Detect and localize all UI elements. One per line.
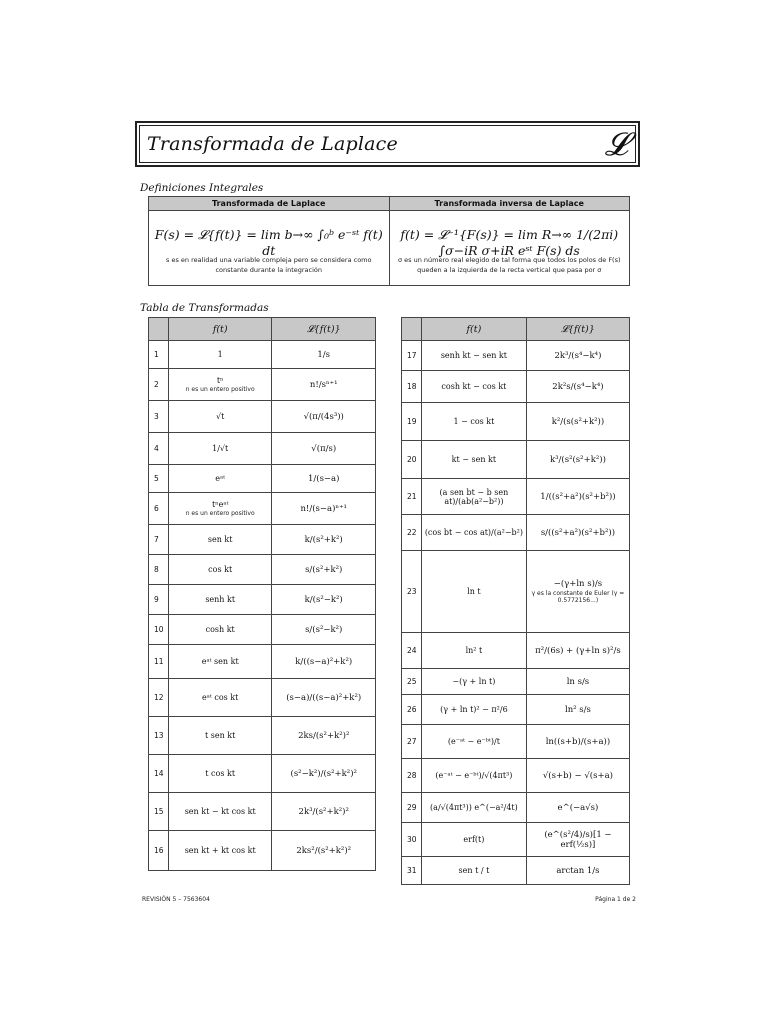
- time-function: ln² t: [465, 646, 483, 655]
- row-number: 10: [149, 615, 169, 645]
- inverse-heading: Transformada inversa de Laplace: [389, 197, 630, 211]
- laplace-transform-cell: [272, 793, 376, 831]
- laplace-transform-cell: [272, 369, 376, 401]
- time-function-cell: [168, 615, 272, 645]
- transform-row: [402, 371, 630, 403]
- time-function: sen kt + kt cos kt: [184, 846, 256, 855]
- transform-table-left: [148, 317, 376, 871]
- transform-row: [402, 793, 630, 823]
- transform-row: [402, 857, 630, 885]
- row-number: 1: [149, 341, 169, 369]
- laplace-transform: k/((s−a)²+k²): [295, 656, 353, 667]
- laplace-transform-cell: [526, 403, 629, 441]
- time-function-cell: [168, 401, 272, 433]
- time-function-cell: [168, 465, 272, 493]
- laplace-formula: F(s) = 𝓛{f(t)} = lim b→∞ ∫₀ᵇ e⁻ˢᵗ f(t) dt: [154, 227, 383, 258]
- transform-row: [149, 341, 376, 369]
- transform-row: [402, 759, 630, 793]
- transform-row: [402, 633, 630, 669]
- footer-revision: REVISIÓN 5 – 7563604: [142, 896, 210, 903]
- laplace-heading: Transformada de Laplace: [149, 197, 390, 211]
- transform-row: [402, 695, 630, 725]
- time-function-cell: [168, 717, 272, 755]
- time-function-cell: [421, 857, 526, 885]
- time-function: senh kt: [205, 595, 236, 604]
- laplace-transform: 2k³/(s²+k²)²: [298, 806, 349, 817]
- function-note: n es un entero positivo: [185, 386, 255, 393]
- time-function-cell: [168, 525, 272, 555]
- time-function: √t: [216, 412, 225, 421]
- time-function-cell: [421, 669, 526, 695]
- laplace-transform-cell: [272, 717, 376, 755]
- transform-row: [149, 645, 376, 679]
- laplace-transform-cell: [272, 433, 376, 465]
- row-number: 7: [149, 525, 169, 555]
- laplace-transform-cell: [272, 679, 376, 717]
- time-function-cell: [421, 633, 526, 669]
- transform-row: [149, 585, 376, 615]
- row-number: 18: [402, 371, 422, 403]
- time-function: 1/√t: [212, 444, 229, 453]
- header-number: [402, 318, 422, 341]
- row-number: 12: [149, 679, 169, 717]
- transform-row: [149, 755, 376, 793]
- laplace-definition-cell: [149, 211, 390, 286]
- time-function: t cos kt: [205, 769, 236, 778]
- inverse-formula: f(t) = 𝓛⁻¹{F(s)} = lim R→∞ 1/(2πi) ∫σ−iR σ+iR eˢᵗ F(s) ds: [400, 227, 619, 258]
- header-f: f(t): [421, 318, 526, 341]
- laplace-transform: e^(−a√s): [557, 802, 599, 813]
- transform-row: [402, 341, 630, 371]
- time-function-cell: [421, 793, 526, 823]
- time-function-cell: [168, 369, 272, 401]
- definitions-table: [148, 196, 630, 286]
- transform-row: [402, 515, 630, 551]
- laplace-transform: s/(s²+k²): [305, 564, 343, 575]
- transform-row: [149, 717, 376, 755]
- laplace-transform: 1/(s−a): [307, 473, 340, 484]
- time-function: t sen kt: [205, 731, 236, 740]
- transform-row: [149, 465, 376, 493]
- row-number: 26: [402, 695, 422, 725]
- time-function-cell: [168, 433, 272, 465]
- time-function: sen kt − kt cos kt: [184, 807, 256, 816]
- row-number: 21: [402, 479, 422, 515]
- time-function-cell: [421, 695, 526, 725]
- time-function-cell: [168, 341, 272, 369]
- time-function: tⁿeᵃᵗ: [211, 500, 229, 509]
- transform-row: [402, 441, 630, 479]
- time-function-cell: [168, 679, 272, 717]
- laplace-transform-cell: [272, 831, 376, 871]
- row-number: 29: [402, 793, 422, 823]
- laplace-transform: 2ks/(s²+k²)²: [298, 730, 350, 741]
- row-number: 23: [402, 551, 422, 633]
- time-function-cell: [168, 831, 272, 871]
- transform-row: [402, 551, 630, 633]
- laplace-transform: (s−a)/((s−a)²+k²): [286, 692, 362, 703]
- laplace-transform-cell: [272, 341, 376, 369]
- row-number: 19: [402, 403, 422, 441]
- footer-page: Página 1 de 2: [595, 896, 636, 903]
- laplace-transform-cell: [526, 551, 629, 633]
- transform-row: [402, 403, 630, 441]
- laplace-transform-cell: [272, 645, 376, 679]
- laplace-transform: s/(s²−k²): [305, 624, 343, 635]
- row-number: 31: [402, 857, 422, 885]
- laplace-transform-cell: [272, 585, 376, 615]
- time-function: cosh kt − cos kt: [441, 382, 507, 391]
- time-function-cell: [168, 755, 272, 793]
- laplace-transform: ln² s/s: [564, 704, 591, 715]
- transform-row: [402, 725, 630, 759]
- transform-row: [149, 401, 376, 433]
- time-function: 1 − cos kt: [453, 417, 495, 426]
- time-function: 1: [217, 350, 223, 359]
- laplace-transform: 2k²s/(s⁴−k⁴): [552, 381, 604, 392]
- time-function: eᵃᵗ sen kt: [201, 657, 239, 666]
- header-number: [149, 318, 169, 341]
- laplace-transform: π²/(6s) + (γ+ln s)²/s: [535, 645, 621, 656]
- time-function-cell: [168, 645, 272, 679]
- laplace-transform: √(s+b) − √(s+a): [542, 770, 613, 781]
- laplace-transform-cell: [526, 725, 629, 759]
- laplace-transform: n!/(s−a)ⁿ⁺¹: [300, 503, 347, 514]
- time-function-cell: [421, 551, 526, 633]
- laplace-logo: 𝓛: [604, 125, 628, 163]
- laplace-transform: arctan 1/s: [556, 865, 600, 876]
- row-number: 20: [402, 441, 422, 479]
- laplace-transform: ln((s+b)/(s+a)): [545, 736, 611, 747]
- time-function: sen kt: [207, 535, 233, 544]
- inverse-note: σ es un número real elegido de tal forma que todos los polos de F(s) queden a la izquierda de la recta vertical que pasa por σ: [397, 256, 621, 274]
- row-number: 14: [149, 755, 169, 793]
- laplace-transform-cell: [272, 555, 376, 585]
- laplace-transform-cell: [272, 755, 376, 793]
- row-number: 17: [402, 341, 422, 371]
- laplace-transform: 1/s: [317, 349, 331, 360]
- time-function-cell: [421, 479, 526, 515]
- time-function: (e⁻ᵃᵗ − e⁻ᵇᵗ)/t: [447, 737, 500, 746]
- row-number: 25: [402, 669, 422, 695]
- time-function-cell: [168, 585, 272, 615]
- laplace-transform: k/(s²−k²): [304, 594, 343, 605]
- laplace-transform: k²/(s(s²+k²)): [551, 416, 605, 427]
- laplace-transform: √(π/s): [311, 443, 337, 454]
- time-function: eᵃᵗ: [215, 474, 226, 483]
- time-function-cell: [421, 759, 526, 793]
- laplace-transform-cell: [526, 759, 629, 793]
- time-function-cell: [421, 725, 526, 759]
- time-function: erf(t): [463, 835, 485, 844]
- laplace-transform-cell: [526, 441, 629, 479]
- time-function: (cos bt − cos at)/(a²−b²): [424, 528, 523, 537]
- laplace-transform: n!/sⁿ⁺¹: [309, 379, 338, 390]
- title-box: [135, 121, 640, 167]
- time-function: tⁿ: [216, 376, 224, 385]
- laplace-note: s es en realidad una variable compleja pero se considera como constante durante la integración: [166, 256, 372, 274]
- time-function-cell: [168, 793, 272, 831]
- laplace-transform: 2ks²/(s²+k²)²: [296, 845, 352, 856]
- transform-row: [149, 555, 376, 585]
- time-function: (a sen bt − b sen at)/(ab(a²−b²)): [439, 487, 509, 506]
- transform-row: [149, 793, 376, 831]
- laplace-transform-cell: [526, 669, 629, 695]
- time-function-cell: [168, 493, 272, 525]
- row-number: 28: [402, 759, 422, 793]
- row-number: 2: [149, 369, 169, 401]
- laplace-transform-cell: [272, 493, 376, 525]
- row-number: 30: [402, 823, 422, 857]
- function-note: n es un entero positivo: [185, 510, 255, 517]
- time-function: (e⁻ᵃᵗ − e⁻ᵇᵗ)/√(4πt³): [435, 771, 513, 780]
- time-function-cell: [421, 441, 526, 479]
- transform-row: [149, 433, 376, 465]
- laplace-transform-cell: [526, 515, 629, 551]
- laplace-transform-cell: [272, 525, 376, 555]
- transform-row: [402, 823, 630, 857]
- header-laplace: 𝓛{f(t)}: [272, 318, 376, 341]
- transform-row: [149, 615, 376, 645]
- row-number: 8: [149, 555, 169, 585]
- time-function: −(γ + ln t): [452, 677, 496, 686]
- laplace-transform-cell: [272, 465, 376, 493]
- time-function-cell: [421, 341, 526, 371]
- laplace-transform-cell: [526, 479, 629, 515]
- laplace-transform-cell: [526, 633, 629, 669]
- row-number: 3: [149, 401, 169, 433]
- time-function: cos kt: [208, 565, 233, 574]
- laplace-transform-cell: [526, 793, 629, 823]
- laplace-transform: √(π/(4s³)): [303, 411, 344, 422]
- laplace-transform-cell: [526, 371, 629, 403]
- laplace-transform-cell: [526, 341, 629, 371]
- laplace-transform: 1/((s²+a²)(s²+b²)): [540, 491, 616, 502]
- time-function-cell: [421, 403, 526, 441]
- inverse-definition-cell: [389, 211, 630, 286]
- definitions-label: Definiciones Integrales: [140, 182, 264, 194]
- time-function: ln t: [467, 587, 481, 596]
- time-function-cell: [421, 823, 526, 857]
- transform-note: γ es la constante de Euler (γ = 0.5772156...): [531, 590, 625, 604]
- row-number: 4: [149, 433, 169, 465]
- laplace-transform: (s²−k²)/(s²+k²)²: [290, 768, 357, 779]
- row-number: 6: [149, 493, 169, 525]
- header-laplace: 𝓛{f(t)}: [526, 318, 629, 341]
- row-number: 5: [149, 465, 169, 493]
- time-function: senh kt − sen kt: [440, 351, 507, 360]
- transform-table-right: [401, 317, 630, 885]
- time-function-cell: [421, 515, 526, 551]
- laplace-transform: ln s/s: [566, 676, 590, 687]
- table-label: Tabla de Transformadas: [140, 302, 269, 314]
- time-function: sen t / t: [458, 866, 490, 875]
- time-function: (γ + ln t)² − π²/6: [440, 705, 508, 714]
- time-function: cosh kt: [205, 625, 235, 634]
- row-number: 13: [149, 717, 169, 755]
- laplace-transform-cell: [272, 401, 376, 433]
- row-number: 16: [149, 831, 169, 871]
- time-function: eᵃᵗ cos kt: [202, 693, 239, 702]
- laplace-transform-cell: [526, 695, 629, 725]
- transform-row: [149, 679, 376, 717]
- transform-row: [402, 669, 630, 695]
- laplace-transform-cell: [272, 615, 376, 645]
- row-number: 24: [402, 633, 422, 669]
- row-number: 22: [402, 515, 422, 551]
- laplace-transform-cell: [526, 857, 629, 885]
- time-function: (a/√(4πt³)) e^(−a²/4t): [430, 803, 518, 812]
- time-function-cell: [168, 555, 272, 585]
- laplace-transform: −(γ+ln s)/s: [553, 579, 603, 589]
- row-number: 15: [149, 793, 169, 831]
- time-function: kt − sen kt: [451, 455, 497, 464]
- laplace-transform: k³/(s²(s²+k²)): [549, 454, 606, 465]
- laplace-transform: s/((s²+a²)(s²+b²)): [540, 527, 616, 538]
- laplace-transform: k/(s²+k²): [304, 534, 343, 545]
- transform-row: [149, 525, 376, 555]
- row-number: 27: [402, 725, 422, 759]
- row-number: 9: [149, 585, 169, 615]
- transform-row: [402, 479, 630, 515]
- row-number: 11: [149, 645, 169, 679]
- laplace-transform: (e^(s²/4)/s)[1 − erf(½s)]: [544, 829, 612, 850]
- page-title: Transformada de Laplace: [147, 133, 398, 155]
- laplace-transform-cell: [526, 823, 629, 857]
- transform-row: [149, 831, 376, 871]
- header-f: f(t): [168, 318, 272, 341]
- transform-row: [149, 369, 376, 401]
- laplace-transform: 2k³/(s⁴−k⁴): [554, 350, 602, 361]
- transform-row: [149, 493, 376, 525]
- time-function-cell: [421, 371, 526, 403]
